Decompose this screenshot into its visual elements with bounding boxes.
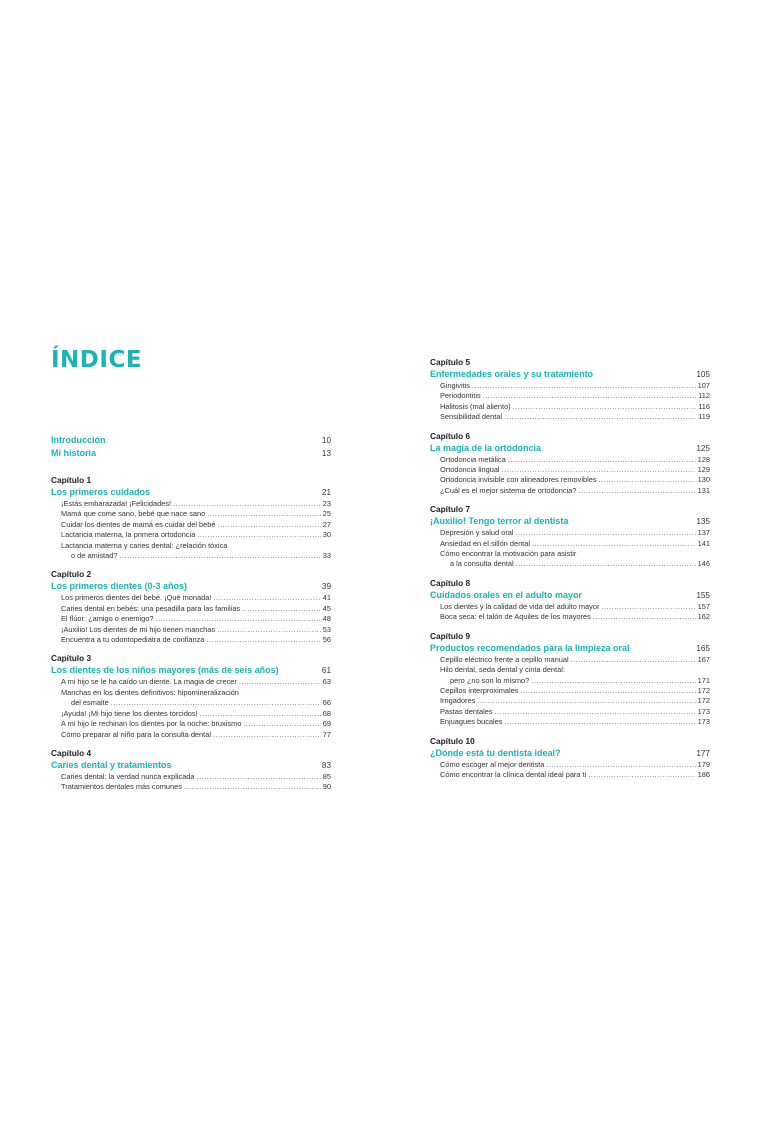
toc-entry-page: 66: [322, 698, 331, 708]
toc-entry-text: Mamá que come sano, bebé que nace sano: [61, 509, 206, 519]
dot-leader: [593, 612, 696, 622]
chapter-entries: [440, 381, 710, 423]
toc-entry[interactable]: [61, 604, 331, 614]
toc-entry-text: Pastas dentales: [440, 706, 493, 716]
toc-entry-page: 69: [322, 719, 331, 729]
toc-entry-page: 112: [698, 391, 710, 401]
toc-entry-page: 90: [322, 782, 331, 792]
toc-entry-text: ¡Ayuda! ¡Mi hijo tiene los dientes torcidos!: [61, 708, 198, 718]
chapter-title: Caries dental y tratamientos: [51, 759, 172, 770]
toc-entry-text: a la consulta dental: [450, 559, 514, 569]
chapter-page: 61: [321, 666, 331, 676]
intro-item-title: Introducción: [51, 435, 106, 445]
toc-entry[interactable]: [61, 625, 331, 635]
toc-entry[interactable]: [61, 782, 331, 792]
intro-item[interactable]: [51, 434, 331, 447]
toc-entry-page: 107: [697, 381, 710, 390]
toc-entry[interactable]: [440, 412, 710, 422]
toc-entry-page: 179: [697, 759, 710, 769]
toc-entry[interactable]: [61, 688, 331, 698]
chapter-title: Los primeros cuidados: [51, 487, 151, 497]
intro-item[interactable]: [51, 447, 331, 460]
dot-leader: [495, 707, 696, 717]
intro-item-title: Mi historia: [51, 448, 97, 458]
dot-leader: [119, 551, 320, 561]
toc-entry-text: Los dientes y la calidad de vida del adulto mayor: [440, 601, 600, 611]
page-title: ÍNDICE: [51, 347, 143, 373]
dot-leader: [516, 559, 696, 569]
toc-entry-page: 173: [697, 717, 710, 727]
toc-entry-text: Cómo preparar al niño para la consulta dental: [61, 729, 211, 739]
dot-leader: [197, 530, 320, 540]
toc-entry-text: Ortodoncia lingual: [440, 465, 500, 475]
chapter-label: Capítulo 2: [51, 569, 92, 580]
toc-entry-page: 173: [697, 706, 710, 716]
dot-leader: [213, 730, 321, 740]
toc-entry[interactable]: [440, 475, 710, 485]
chapter-title-row[interactable]: [51, 759, 331, 772]
chapter-block: [430, 631, 710, 728]
toc-entry-page: 45: [322, 603, 331, 613]
dot-leader: [571, 655, 696, 665]
toc-entry-text: Lactancia materna, la primera ortodoncia: [61, 530, 196, 540]
dot-leader: [504, 412, 696, 422]
chapter-title-row[interactable]: [51, 580, 331, 593]
chapter-title-row[interactable]: [430, 515, 710, 528]
chapter-title: Los dientes de los niños mayores (más de seis años): [51, 665, 279, 676]
toc-entry-text: Cómo encontrar la motivación para asistir: [440, 549, 577, 559]
toc-entry[interactable]: [61, 551, 331, 561]
toc-entry[interactable]: [61, 635, 331, 645]
chapter-entries: [440, 602, 710, 623]
chapter-entries: [61, 593, 331, 645]
dot-leader: [532, 539, 696, 549]
toc-entry[interactable]: [440, 391, 710, 401]
dot-leader: [472, 381, 696, 391]
toc-entry-page: 146: [697, 559, 710, 569]
chapter-page: 165: [696, 643, 710, 653]
toc-entry-page: 162: [697, 612, 710, 622]
toc-entry-page: 157: [697, 601, 710, 611]
toc-entry-page: 171: [697, 675, 710, 685]
toc-entry-page: 48: [322, 614, 331, 624]
chapter-block: [51, 748, 331, 793]
dot-leader: [239, 677, 321, 687]
dot-leader: [588, 770, 695, 780]
toc-entry-text: Cómo encontrar la clínica dental ideal para ti: [440, 769, 587, 779]
toc-entry-page: 119: [698, 412, 710, 422]
intro-item-page: 10: [321, 436, 331, 445]
toc-entry[interactable]: [440, 465, 710, 475]
chapter-page: 21: [321, 488, 331, 497]
dot-leader: [155, 614, 320, 624]
toc-entry-page: 116: [698, 401, 710, 411]
toc-entry-text: Periodontitis: [440, 391, 481, 401]
toc-entry-text: Ansiedad en el sillón dental: [440, 538, 530, 548]
chapter-title-row[interactable]: [51, 664, 331, 677]
toc-entry[interactable]: [440, 539, 710, 549]
chapter-page: 83: [321, 760, 331, 770]
toc-entry-text: A mi hijo se le ha caído un diente. La magia de crecer: [61, 677, 237, 687]
chapter-title-row[interactable]: [430, 368, 710, 381]
toc-entry-text: del esmalte: [71, 698, 109, 708]
chapter-page: 155: [696, 590, 710, 600]
intro-item-page: 13: [321, 449, 331, 458]
dot-leader: [200, 709, 321, 719]
toc-entry-text: ¿Cuál es el mejor sistema de ortodoncia?: [440, 485, 577, 495]
toc-entry-page: 172: [697, 696, 710, 706]
chapter-title: Enfermedades orales y su tratamiento: [430, 369, 594, 379]
dot-leader: [504, 717, 695, 727]
toc-entry-text: ¡Auxilio! Los dientes de mi hijo tienen manchas: [61, 624, 216, 634]
dot-leader: [531, 676, 695, 686]
chapter-entries: [440, 655, 710, 728]
toc-entry-text: pero ¿no son lo mismo?: [450, 675, 530, 685]
toc-entry[interactable]: [61, 509, 331, 519]
toc-entry-page: 41: [322, 593, 331, 603]
toc-entry-text: A mi hijo le rechinan los dientes por la noche: bruxismo: [61, 719, 242, 729]
dot-leader: [184, 782, 321, 792]
toc-entry[interactable]: [440, 676, 710, 686]
toc-entry[interactable]: [440, 455, 710, 465]
toc-entry-text: Boca seca: el talón de Aquiles de los mayores: [440, 612, 591, 622]
toc-entry-page: 53: [322, 624, 331, 634]
dot-leader: [243, 719, 320, 729]
toc-entry-page: 128: [697, 454, 710, 464]
toc-entry-text: o de amistad?: [71, 551, 118, 561]
toc-entry[interactable]: [440, 770, 710, 780]
toc-entry[interactable]: [440, 760, 710, 770]
toc-entry-page: 63: [322, 677, 331, 687]
dot-leader: [508, 455, 696, 465]
chapter-entries: [61, 772, 331, 793]
chapter-block: [430, 357, 710, 423]
chapter-title: ¡Auxilio! Tengo terror al dentista: [430, 516, 569, 527]
chapter-label: Capítulo 6: [430, 430, 471, 441]
toc-entry-text: El flúor: ¿amigo o enemigo?: [61, 614, 154, 624]
toc-entry[interactable]: [440, 696, 710, 706]
chapter-block: [51, 475, 331, 561]
toc-entry[interactable]: [440, 402, 710, 412]
toc-entry[interactable]: [440, 686, 710, 696]
dot-leader: [207, 509, 321, 519]
chapter-title: Cuidados orales en el adulto mayor: [430, 589, 583, 600]
toc-entry-text: Lactancia materna y caries dental: ¿relación tóxica: [61, 540, 228, 550]
chapter-page: 177: [696, 748, 710, 758]
dot-leader: [173, 499, 321, 509]
chapter-block: [51, 653, 331, 739]
toc-entry-text: Los primeros dientes del bebé. ¡Qué monada!: [61, 593, 212, 603]
toc-entry[interactable]: [440, 717, 710, 727]
toc-entry-text: Gingivitis: [440, 381, 470, 390]
toc-entry[interactable]: [440, 612, 710, 622]
intro-block: [51, 434, 331, 460]
chapter-entries: [61, 499, 331, 561]
toc-entry-page: 33: [322, 551, 331, 561]
toc-entry-page: 85: [322, 771, 331, 781]
chapter-label: Capítulo 1: [51, 475, 92, 485]
toc-entry-page: 23: [322, 499, 331, 508]
chapter-label: Capítulo 5: [430, 357, 471, 367]
toc-right-column: [430, 357, 710, 788]
toc-entry-text: Cuidar los dientes de mamá es cuidar del bebé: [61, 519, 216, 529]
chapter-title-row[interactable]: [51, 486, 331, 499]
toc-entry-text: Cepillos interproximales: [440, 685, 519, 695]
dot-leader: [513, 402, 697, 412]
toc-entry-page: 68: [322, 708, 331, 718]
toc-entry-text: Ortodoncia invisible con alineadores removibles: [440, 475, 597, 485]
chapter-title: Los primeros dientes (0-3 años): [51, 581, 188, 592]
toc-entry-text: Cómo escoger al mejor dentista: [440, 759, 545, 769]
toc-entry[interactable]: [61, 530, 331, 540]
toc-entry-text: Hilo dental, seda dental y cinta dental:: [440, 665, 565, 675]
dot-leader: [217, 625, 321, 635]
dot-leader: [483, 391, 697, 401]
toc-entry[interactable]: [440, 381, 710, 391]
dot-leader: [213, 593, 320, 603]
chapter-title-row[interactable]: [430, 747, 710, 760]
toc-entry[interactable]: [61, 520, 331, 530]
toc-entry-page: 56: [322, 635, 331, 645]
toc-entry-page: 141: [697, 538, 710, 548]
toc-entry-page: 77: [322, 729, 331, 739]
toc-entry[interactable]: [61, 772, 331, 782]
toc-entry-page: 172: [697, 685, 710, 695]
toc-entry-text: Sensibilidad dental: [440, 412, 503, 422]
chapter-block: [430, 504, 710, 570]
toc-entry-text: Encuentra a tu odontopediatra de confianza: [61, 635, 205, 645]
toc-entry[interactable]: [440, 528, 710, 538]
chapter-page: 105: [696, 370, 710, 379]
dot-leader: [197, 772, 321, 782]
toc-entry-text: Enjuagues bucales: [440, 717, 503, 727]
toc-entry[interactable]: [61, 698, 331, 708]
toc-entry[interactable]: [440, 486, 710, 496]
toc-entry[interactable]: [61, 719, 331, 729]
toc-entry-text: Tratamientos dentales más comunes: [61, 782, 182, 792]
chapter-block: [430, 431, 710, 497]
dot-leader: [242, 604, 321, 614]
toc-entry-page: 131: [697, 485, 710, 495]
dot-leader: [206, 635, 320, 645]
toc-entry[interactable]: [440, 549, 710, 559]
toc-entry[interactable]: [61, 499, 331, 509]
dot-leader: [502, 465, 696, 475]
chapter-label: Capítulo 4: [51, 747, 92, 758]
toc-entry-text: Manchas en los dientes definitivos: hipomineralización: [61, 687, 239, 697]
toc-entry-page: 167: [697, 654, 710, 664]
toc-entry[interactable]: [61, 541, 331, 551]
toc-entry-text: Cepillo eléctrico frente a cepillo manual: [440, 654, 569, 664]
chapter-page: 125: [696, 443, 710, 453]
chapter-label: Capítulo 9: [430, 630, 471, 641]
chapter-title: Productos recomendados para la limpieza oral: [430, 642, 630, 653]
toc-entry[interactable]: [440, 655, 710, 665]
chapter-block: [430, 578, 710, 623]
chapter-title-row[interactable]: [430, 589, 710, 602]
chapter-title-row[interactable]: [430, 642, 710, 655]
dot-leader: [477, 696, 695, 706]
toc-entry-page: 30: [322, 530, 331, 540]
chapter-entries: [61, 677, 331, 739]
toc-entry-page: 129: [697, 465, 710, 475]
toc-entry-text: Halitosis (mal aliento): [440, 401, 511, 411]
toc-entry-page: 25: [322, 509, 331, 519]
toc-entry-text: Ortodoncia metálica: [440, 454, 506, 464]
toc-entry[interactable]: [61, 593, 331, 603]
dot-leader: [111, 698, 321, 708]
dot-leader: [516, 528, 696, 538]
dot-leader: [217, 520, 320, 530]
dot-leader: [599, 475, 696, 485]
toc-entry-page: 27: [322, 519, 331, 529]
toc-entry-text: Depresión y salud oral: [440, 528, 514, 538]
toc-entry[interactable]: [440, 665, 710, 675]
dot-leader: [546, 760, 695, 770]
toc-entry-text: Caries dental: la verdad nunca explicada: [61, 771, 195, 781]
chapter-entries: [440, 455, 710, 497]
chapter-page: 135: [696, 517, 710, 527]
chapter-title-row[interactable]: [430, 442, 710, 455]
toc-entry-page: 186: [697, 769, 710, 779]
toc-entry[interactable]: [440, 559, 710, 569]
toc-entry-text: ¡Estás embarazada! ¡Felicidades!: [61, 499, 172, 508]
toc-entry[interactable]: [61, 730, 331, 740]
toc-entry-page: 137: [697, 528, 710, 538]
toc-left-column: [51, 434, 331, 801]
toc-entry-page: 130: [697, 475, 710, 485]
chapter-block: [51, 569, 331, 645]
chapter-label: Capítulo 7: [430, 504, 471, 515]
chapter-entries: [440, 528, 710, 570]
chapter-title: ¿Dónde está tu dentista ideal?: [430, 747, 561, 758]
toc-entry[interactable]: [440, 602, 710, 612]
dot-leader: [601, 602, 695, 612]
chapter-entries: [440, 760, 710, 781]
chapter-page: 39: [321, 582, 331, 592]
chapter-label: Capítulo 8: [430, 577, 471, 588]
toc-entry[interactable]: [61, 614, 331, 624]
toc-entry-text: Irrigadores: [440, 696, 476, 706]
chapter-label: Capítulo 10: [430, 735, 475, 746]
chapter-block: [430, 736, 710, 781]
toc-entry[interactable]: [440, 707, 710, 717]
toc-entry[interactable]: [61, 677, 331, 687]
dot-leader: [520, 686, 695, 696]
chapter-label: Capítulo 3: [51, 653, 92, 664]
toc-entry-text: Caries dental en bebés: una pesadilla para las familias: [61, 603, 241, 613]
toc-entry[interactable]: [61, 709, 331, 719]
chapter-title: La magia de la ortodoncia: [430, 442, 542, 453]
dot-leader: [578, 486, 695, 496]
